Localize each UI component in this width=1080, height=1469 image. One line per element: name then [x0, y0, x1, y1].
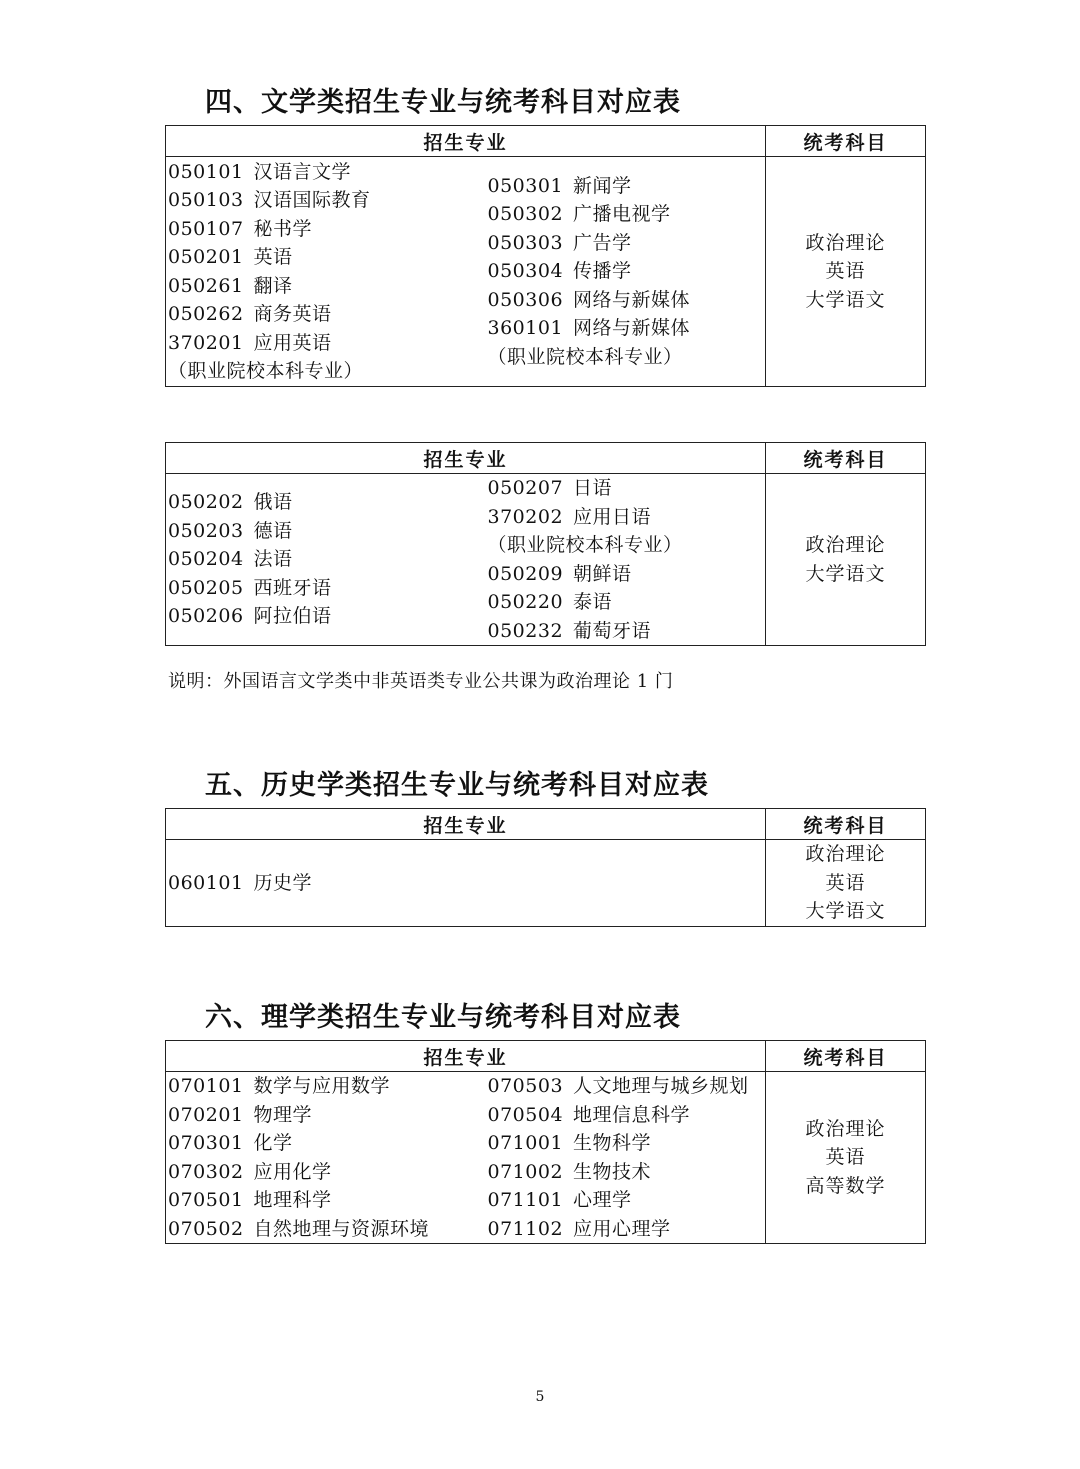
major-item: 070201 物理学	[168, 1103, 313, 1126]
major-item: 070503 人文地理与城乡规划	[487, 1075, 749, 1097]
footnote: 说明：外国语言文学类中非英语类专业公共课为政治理论 1 门	[168, 671, 674, 692]
major-item: 050207 日语	[487, 477, 613, 499]
major-item: 070301 化学	[168, 1132, 293, 1154]
major-item: 071101 心理学	[487, 1189, 632, 1211]
major-list-left	[166, 1072, 486, 1244]
header-major: 招生专业	[166, 443, 766, 474]
header-subject: 统考科目	[766, 809, 926, 840]
major-item: 360101 网络与新媒体	[487, 317, 691, 340]
major-item: 050203 德语	[168, 519, 293, 542]
major-item: 050306 网络与新媒体	[487, 288, 691, 311]
major-item: 070302 应用化学	[168, 1160, 332, 1183]
major-item-note: （职业院校本科专业）	[168, 360, 364, 382]
major-item-note: （职业院校本科专业）	[487, 534, 683, 556]
subject-item: 政治理论	[805, 843, 886, 866]
major-item: 370201 应用英语	[168, 331, 332, 354]
major-item: 050201 英语	[168, 246, 293, 268]
subject-item: 大学语文	[805, 288, 886, 311]
header-major: 招生专业	[166, 126, 766, 157]
history-table	[165, 808, 926, 927]
major-item: 370202 应用日语	[487, 505, 652, 528]
header-major: 招生专业	[166, 809, 766, 840]
major-item: 071001 生物科学	[487, 1132, 652, 1154]
major-item: 050209 朝鲜语	[487, 562, 632, 585]
major-item-note: （职业院校本科专业）	[487, 345, 683, 368]
major-item: 050301 新闻学	[487, 174, 632, 197]
subject-item: 英语	[825, 260, 866, 283]
major-item: 050303 广告学	[487, 231, 632, 254]
major-item: 050204 法语	[168, 548, 293, 571]
subject-item: 高等数学	[805, 1174, 886, 1197]
major-item: 050220 泰语	[487, 591, 613, 613]
subject-item: 英语	[825, 1146, 866, 1169]
subject-cell	[766, 840, 926, 927]
header-major: 招生专业	[166, 1041, 766, 1072]
subject-item: 政治理论	[805, 1117, 886, 1140]
major-item: 050262 商务英语	[168, 303, 332, 325]
subject-item: 大学语文	[805, 562, 886, 585]
major-item: 050304 传播学	[487, 260, 632, 283]
subject-item: 英语	[825, 871, 866, 894]
major-item: 050261 翻译	[168, 274, 293, 297]
major-item: 050202 俄语	[168, 491, 293, 514]
major-item: 071002 生物技术	[487, 1160, 652, 1183]
major-list-right	[486, 474, 766, 646]
major-item: 050206 阿拉伯语	[168, 605, 332, 628]
subject-cell	[766, 474, 926, 646]
section-title-science: 六、理学类招生专业与统考科目对应表	[205, 1002, 681, 1033]
major-list-right	[486, 157, 766, 387]
major-item: 070101 数学与应用数学	[168, 1075, 391, 1097]
science-table	[165, 1040, 926, 1244]
header-subject: 统考科目	[766, 126, 926, 157]
major-list-left	[166, 474, 486, 646]
subject-item: 政治理论	[805, 534, 886, 556]
subject-item: 政治理论	[805, 231, 886, 254]
literature-table-2	[165, 442, 926, 646]
major-item: 050302 广播电视学	[487, 203, 671, 226]
header-subject: 统考科目	[766, 443, 926, 474]
major-list	[166, 840, 766, 927]
subject-cell	[766, 157, 926, 387]
major-item: 070501 地理科学	[168, 1189, 332, 1211]
major-list-right	[486, 1072, 766, 1244]
major-item: 070502 自然地理与资源环境	[168, 1217, 430, 1240]
major-item: 050107 秘书学	[168, 217, 313, 240]
header-subject: 统考科目	[766, 1041, 926, 1072]
major-item: 050232 葡萄牙语	[487, 619, 652, 642]
major-item: 050205 西班牙语	[168, 576, 332, 599]
section-title-history: 五、历史学类招生专业与统考科目对应表	[205, 770, 709, 801]
major-item: 071102 应用心理学	[487, 1217, 671, 1240]
major-list-left	[166, 157, 486, 387]
major-item: 070504 地理信息科学	[487, 1103, 691, 1126]
major-item: 050103 汉语国际教育	[168, 189, 371, 211]
major-item: 050101 汉语言文学	[168, 160, 352, 183]
section-title-literature: 四、文学类招生专业与统考科目对应表	[205, 87, 681, 118]
major-item: 060101 历史学	[168, 871, 313, 894]
page-number: 5	[535, 1389, 545, 1405]
subject-cell	[766, 1072, 926, 1244]
literature-table-1	[165, 125, 926, 387]
subject-item: 大学语文	[805, 900, 886, 923]
